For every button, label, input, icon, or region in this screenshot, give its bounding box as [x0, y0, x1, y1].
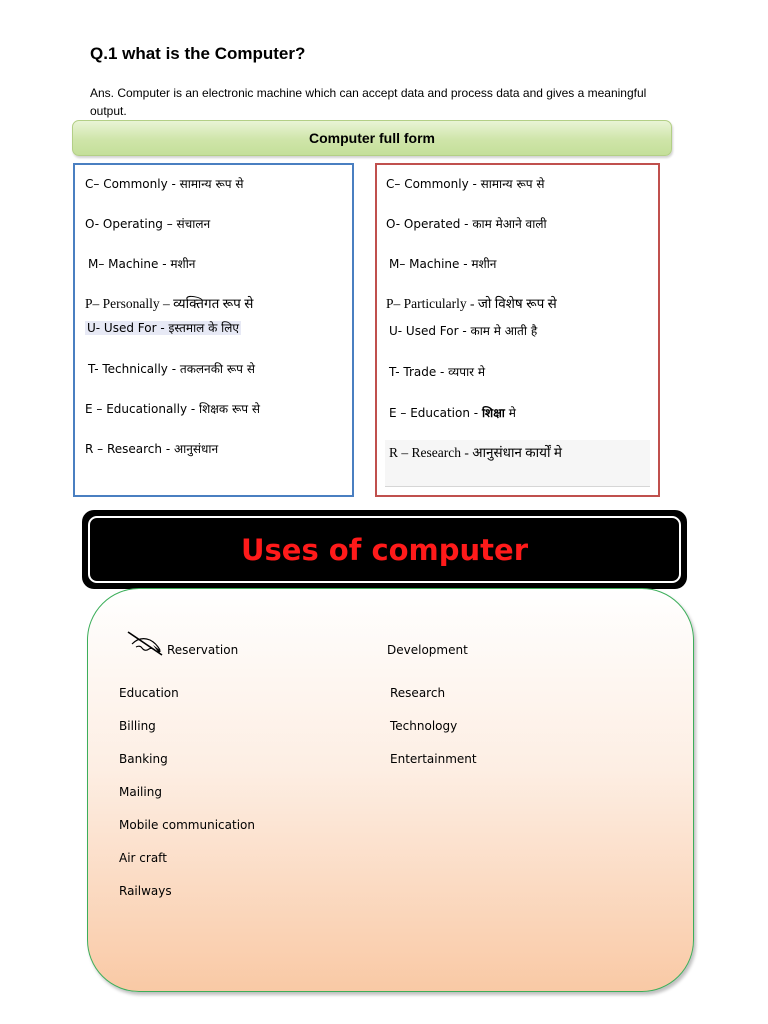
- uses-title: Uses of computer: [240, 532, 529, 567]
- right-item-t: T- Trade - व्यपार मे: [389, 365, 486, 379]
- answer-text: Ans. Computer is an electronic machine which can accept data and process data and gives a meaningful output.: [90, 86, 647, 118]
- right-item-e-bold: शिक्षा: [481, 406, 505, 420]
- right-item-r: R – Research - आनुसंधान कार्यों मे: [389, 445, 562, 460]
- use-item-billing: Billing: [119, 719, 156, 733]
- use-item-entertainment: Entertainment: [390, 752, 477, 766]
- right-item-e: [389, 405, 516, 421]
- question-heading: Q.1 what is the Computer?: [90, 44, 306, 63]
- left-item-u-text: U- Used For - इस्तमाल के लिए: [87, 321, 240, 335]
- full-form-heading: Computer full form: [309, 130, 435, 146]
- left-item-o: O- Operating – संचालन: [85, 217, 211, 231]
- right-item-p: P– Particularly - जो विशेष रूप से: [386, 296, 557, 311]
- left-item-m: M– Machine - मशीन: [88, 257, 196, 271]
- use-item-mobile-communication: Mobile communication: [119, 818, 255, 832]
- left-item-c: C– Commonly - सामान्य रूप से: [85, 177, 244, 191]
- right-item-m: M– Machine - मशीन: [389, 257, 497, 271]
- left-item-t: T- Technically - तकलनकी रूप से: [88, 362, 255, 376]
- use-item-education: Education: [119, 686, 179, 700]
- right-item-e-label: E – Education -: [389, 406, 479, 420]
- left-item-u: [85, 320, 241, 336]
- right-item-e-tail: मे: [504, 406, 516, 420]
- use-item-development: Development: [387, 643, 468, 657]
- use-item-air-craft: Air craft: [119, 851, 167, 865]
- uses-title-bar: [82, 510, 687, 589]
- use-item-research: Research: [390, 686, 446, 700]
- pen-writing-icon: [126, 628, 166, 658]
- use-item-banking: Banking: [119, 752, 168, 766]
- use-item-reservation: Reservation: [167, 643, 239, 657]
- right-item-u: U- Used For - काम मे आती है: [389, 324, 538, 338]
- full-form-heading-band: [72, 120, 672, 156]
- left-item-r: R – Research - आनुसंधान: [85, 442, 219, 456]
- right-item-c: C– Commonly - सामान्य रूप से: [386, 177, 545, 191]
- right-item-o: O- Operated - काम मेआने वाली: [386, 217, 547, 231]
- use-item-mailing: Mailing: [119, 785, 162, 799]
- left-item-e: E – Educationally - शिक्षक रूप से: [85, 402, 261, 416]
- use-item-railways: Railways: [119, 884, 172, 898]
- use-item-technology: Technology: [390, 719, 458, 733]
- uses-title-frame: [88, 516, 681, 583]
- left-item-p: P– Personally – व्यक्तिगत रूप से: [85, 296, 254, 311]
